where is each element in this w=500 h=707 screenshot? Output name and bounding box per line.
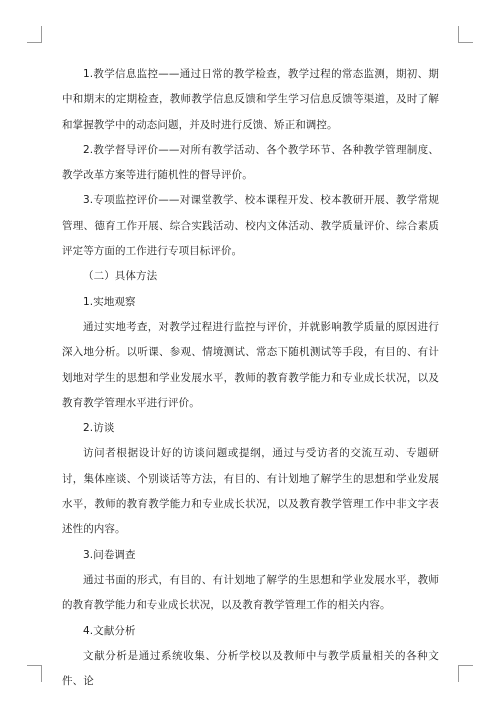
section-heading-specific-methods: （二）具体方法 [83, 270, 158, 283]
paragraph-field-observation: 通过实地考查，对教学过程进行监控与评价，并就影响教学质量的原因进行深入地分析。以听课、参观、情境测试、常态下随机测试等手段，有目的、有计划地对学生的思想和学业发展水平，教师的教育教学能力和专业成长状况，以及教育教学管理水平进行评价。 [62, 320, 439, 409]
crop-mark-bottom-left-horizontal [27, 665, 42, 666]
paragraph-teaching-supervision: 2.教学督导评价——对所有教学活动、各个教学环节、各种教学管理制度、教学改革方案等进行随机性的督导评价。 [62, 143, 439, 182]
subheading-questionnaire: 3.问卷调查 [83, 548, 136, 561]
crop-mark-bottom-right-vertical [458, 665, 459, 682]
paragraph-questionnaire: 通过书面的形式，有目的、有计划地了解学的生思想和学业发展水平，教师的教育教学能力和专业成长状况，以及教育教学管理工作的相关内容。 [62, 573, 439, 612]
paragraph-special-monitoring: 3.专项监控评价——对课堂教学、校本课程开发、校本教研开展、教学常规管理、德育工作开展、综合实践活动、校内文体活动、教学质量评价、综合素质评定等方面的工作进行专项目标评价。 [62, 194, 439, 258]
subheading-literature-analysis: 4.文献分析 [83, 624, 136, 637]
crop-mark-top-right-vertical [458, 26, 459, 43]
document-body [62, 62, 439, 694]
paragraph-interview: 访问者根据设计好的访谈问题或提纲，通过与受访者的交流互动、专题研讨，集体座谈、个别谈话等方法，有目的、有计划地了解学生的思想和学业发展水平，教师的教育教学能力和专业成长状况，以及教育教学管理工作中非文字表述性的内容。 [62, 447, 439, 536]
crop-mark-top-right-horizontal [458, 42, 473, 43]
paragraph-literature-analysis: 文献分析是通过系统收集、分析学校以及教师中与教学质量相关的各种文件、论 [62, 649, 439, 688]
crop-mark-bottom-right-horizontal [458, 665, 473, 666]
subheading-interview: 2.访谈 [83, 422, 115, 435]
subheading-field-observation: 1.实地观察 [83, 295, 136, 308]
crop-mark-top-left-horizontal [27, 42, 42, 43]
crop-mark-bottom-left-vertical [41, 665, 42, 682]
paragraph-teaching-info-monitoring: 1.教学信息监控——通过日常的教学检查，教学过程的常态监测，期初、期中和期末的定期检查，教师教学信息反馈和学生学习信息反馈等渠道，及时了解和掌握教学中的动态问题，并及时进行反馈、矫正和调控。 [62, 68, 439, 131]
crop-mark-top-left-vertical [41, 26, 42, 43]
